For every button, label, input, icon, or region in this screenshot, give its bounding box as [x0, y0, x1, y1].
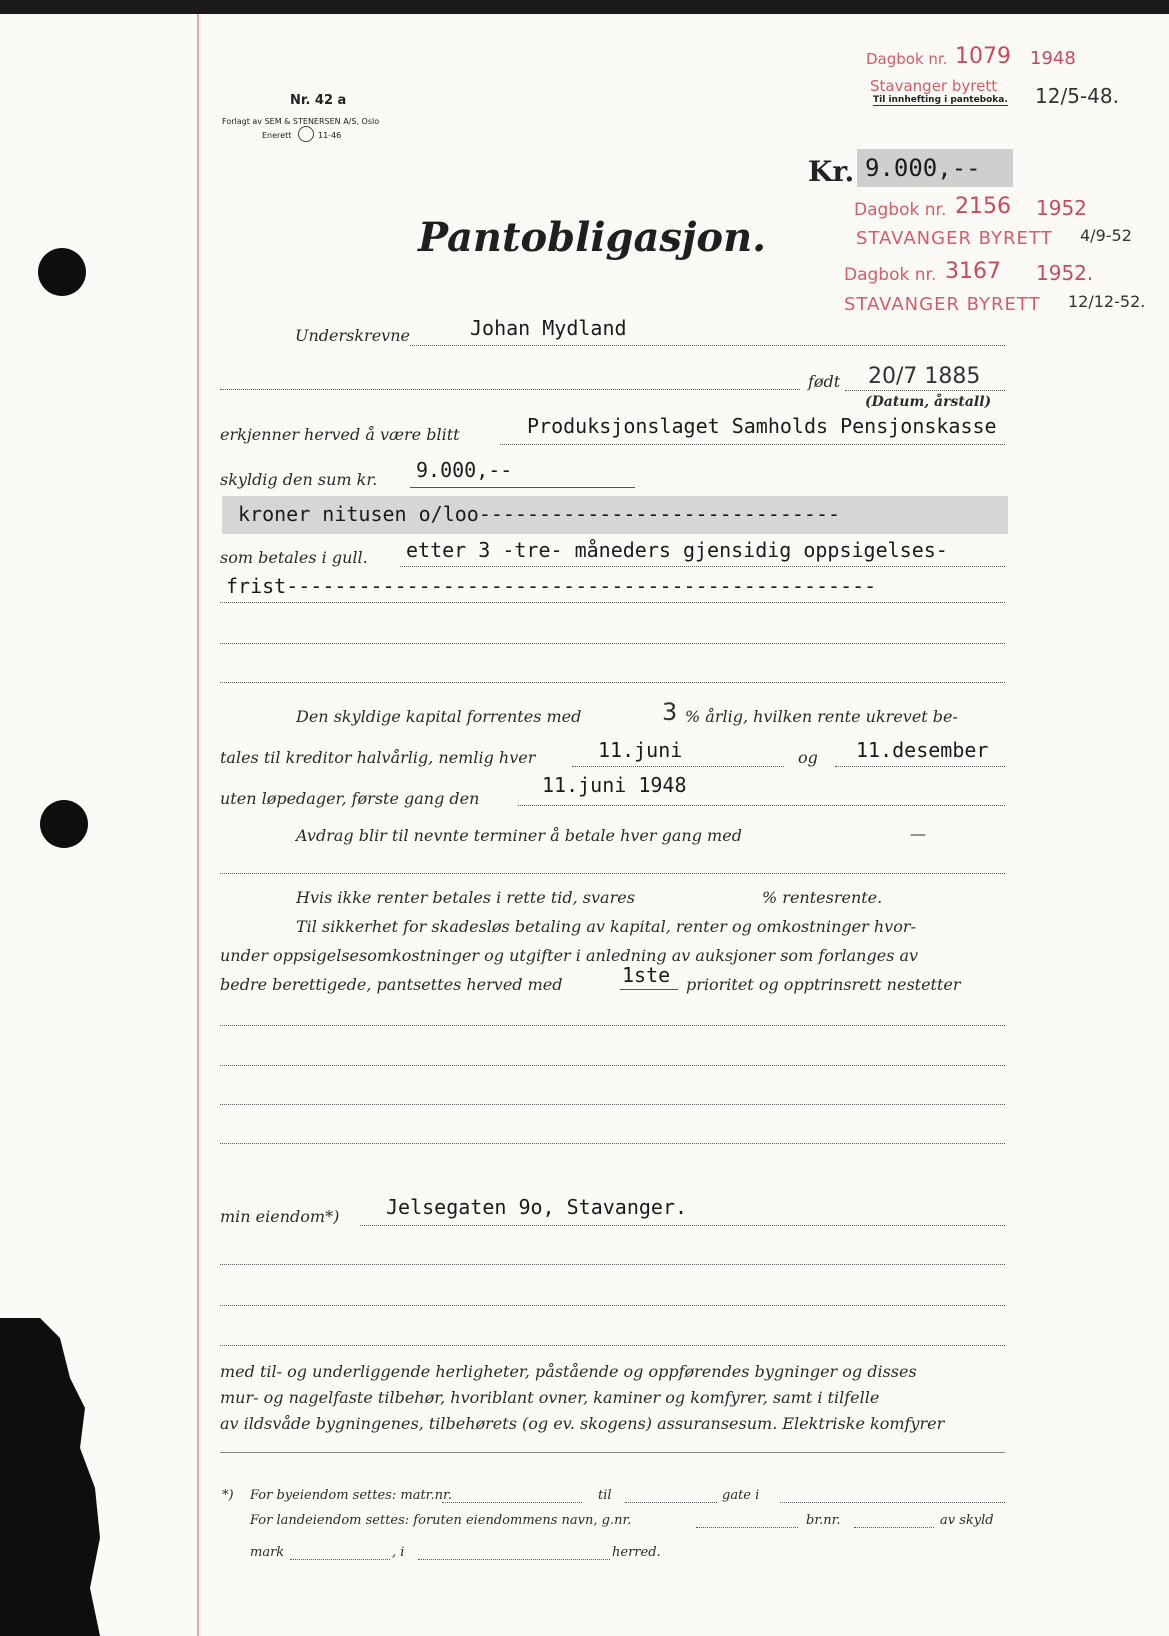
interest-date-1: 11.juni [598, 738, 683, 762]
terms-value-1: etter 3 -tre- måneders gjensidig oppsigelses- [406, 538, 948, 562]
stamp-1-court: Stavanger byrett [870, 77, 998, 95]
stamp-3-year: 1952. [1036, 261, 1094, 285]
terms-line-1 [400, 566, 1005, 567]
edition: Enerett [262, 131, 292, 140]
torn-edge [0, 1318, 110, 1636]
installment-line [220, 873, 1005, 874]
footnote-line-2b: br.nr. [806, 1513, 841, 1528]
born-label: født [808, 372, 841, 391]
footnote-line-1a: For byeiendom settes: matr.nr. [250, 1488, 452, 1503]
first-payment-line [518, 805, 1005, 806]
footnote-line-2c: av skyld [940, 1513, 994, 1528]
security-line-1: Til sikkerhet for skadesløs betaling av kapital, renter og omkostninger hvor- [296, 917, 916, 936]
footnote-divider [220, 1452, 1005, 1453]
amount-label: Kr. [808, 155, 855, 188]
late-interest-a: Hvis ikke renter betales i rette tid, svares [296, 888, 635, 907]
words-value: kroner nitusen o/loo------------------------------ [238, 502, 841, 526]
creditor-label: erkjenner herved å være blitt [220, 425, 460, 444]
property-blank-2 [220, 1305, 1005, 1306]
footnote-line-2a: For landeiendom settes: foruten eiendommens navn, g.nr. [250, 1513, 632, 1528]
footnote-dots-7 [418, 1559, 610, 1560]
interest-rate: 3 [662, 698, 678, 726]
installment-label: Avdrag blir til nevnte terminer å betale hver gang med [296, 826, 742, 845]
terms-label: som betales i gull. [220, 548, 368, 567]
punch-hole-top [38, 248, 86, 296]
footnote-dots-1 [442, 1502, 582, 1503]
interest-line-3a: uten løpedager, første gang den [220, 789, 480, 808]
priority-line [620, 989, 678, 990]
blank-line-2 [220, 682, 1005, 683]
stamp-1-date: 12/5-48. [1035, 84, 1119, 108]
stamp-1-number: 1079 [955, 44, 1011, 69]
security-blank-2 [220, 1065, 1005, 1066]
footnote-line-1c: gate i [722, 1488, 760, 1503]
creditor-line [500, 444, 1005, 445]
blank-line-1 [220, 643, 1005, 644]
footnote-line-3a: mark [250, 1545, 285, 1560]
property-clause-2: mur- og nagelfaste tilbehør, hvoriblant ovner, kaminer og komfyrer, samt i tilfelle [220, 1388, 880, 1407]
form-code: 11-46 [318, 131, 342, 140]
footnote-line-1b: til [598, 1488, 612, 1503]
publisher: Forlagt av SEM & STENERSEN A/S, Oslo [222, 117, 380, 126]
stamp-3-number: 3167 [945, 259, 1001, 284]
undersigned-line [410, 345, 1005, 346]
stamp-3-date: 12/12-52. [1068, 292, 1146, 311]
footnote-line-3b: , i [392, 1545, 405, 1560]
creditor-value: Produksjonslaget Samholds Pensjonskasse [527, 414, 997, 438]
publisher-logo [298, 126, 314, 142]
amount-value: 9.000,-- [857, 149, 1013, 187]
form-number: Nr. 42 a [290, 93, 347, 108]
undersigned-value: Johan Mydland [470, 316, 627, 340]
security-blank-3 [220, 1104, 1005, 1105]
born-hint: (Datum, årstall) [865, 394, 992, 410]
stamp-2-date: 4/9-52 [1080, 226, 1132, 245]
sum-label: skyldig den sum kr. [220, 470, 378, 489]
interest-line-2a: tales til kreditor halvårlig, nemlig hver [220, 748, 536, 767]
sum-value: 9.000,-- [416, 458, 513, 482]
first-payment-date: 11.juni 1948 [542, 773, 687, 797]
stamp-2-court: STAVANGER BYRETT [856, 228, 1053, 249]
footnote-dots-4 [696, 1527, 798, 1528]
property-clause-3: av ildsvåde bygningenes, tilbehørets (og ev. skogens) assuransesum. Elektriske komfyrer [220, 1414, 945, 1433]
property-line [360, 1225, 1005, 1226]
undersigned-label: Underskrevne [295, 326, 410, 345]
stamp-3-court: STAVANGER BYRETT [844, 294, 1041, 315]
interest-date-1-line [572, 766, 784, 767]
stamp-1-dagbok: Dagbok nr. [866, 50, 948, 68]
security-line-3b: prioritet og opptrinsrett nestetter [686, 975, 961, 994]
stamp-2-year: 1952 [1036, 196, 1087, 220]
priority-value: 1ste [622, 963, 671, 987]
terms-line-2 [220, 602, 1005, 603]
property-label: min eiendom*) [220, 1207, 340, 1226]
interest-line-1a: Den skyldige kapital forrentes med [296, 707, 582, 726]
property-value: Jelsegaten 9o, Stavanger. [386, 1195, 688, 1219]
footnote-dots-2 [625, 1502, 717, 1503]
footnote-dots-3 [780, 1502, 1005, 1503]
interest-og: og [798, 748, 818, 767]
stamp-2-number: 2156 [955, 194, 1011, 219]
terms-value-2: frist------------------------------------------------- [226, 574, 877, 598]
stamp-3-dagbok: Dagbok nr. [844, 265, 937, 285]
late-interest-b: % rentesrente. [762, 888, 883, 907]
interest-line-1b: % årlig, hvilken rente ukrevet be- [685, 707, 958, 726]
margin-rule [197, 14, 199, 1636]
property-clause-1: med til- og underliggende herligheter, påstående og oppførendes bygninger og disses [220, 1362, 917, 1381]
sum-line [410, 487, 635, 488]
security-blank-1 [220, 1025, 1005, 1026]
installment-value: — [910, 824, 926, 843]
footnote-line-3c: herred. [612, 1545, 661, 1560]
born-line [845, 390, 1005, 391]
stamp-1-year: 1948 [1030, 48, 1076, 69]
security-blank-4 [220, 1143, 1005, 1144]
address-line [220, 389, 800, 390]
footnote-star: *) [222, 1488, 234, 1503]
footnote-dots-5 [854, 1527, 934, 1528]
stamp-2-dagbok: Dagbok nr. [854, 200, 947, 220]
interest-date-2: 11.desember [856, 738, 989, 762]
interest-date-2-line [835, 766, 1005, 767]
document-title: Pantobligasjon. [418, 214, 767, 261]
security-line-3a: bedre berettigede, pantsettes herved med [220, 975, 563, 994]
security-line-2: under oppsigelsesomkostninger og utgifter i anledning av auksjoner som forlanges av [220, 946, 919, 965]
property-blank-3 [220, 1345, 1005, 1346]
property-blank-1 [220, 1264, 1005, 1265]
born-value: 20/7 1885 [868, 364, 981, 389]
footnote-dots-6 [290, 1559, 390, 1560]
stamp-1-note: Til innhefting i panteboka. [873, 95, 1008, 105]
punch-hole-bottom [40, 800, 88, 848]
scan-top-edge [0, 0, 1169, 14]
